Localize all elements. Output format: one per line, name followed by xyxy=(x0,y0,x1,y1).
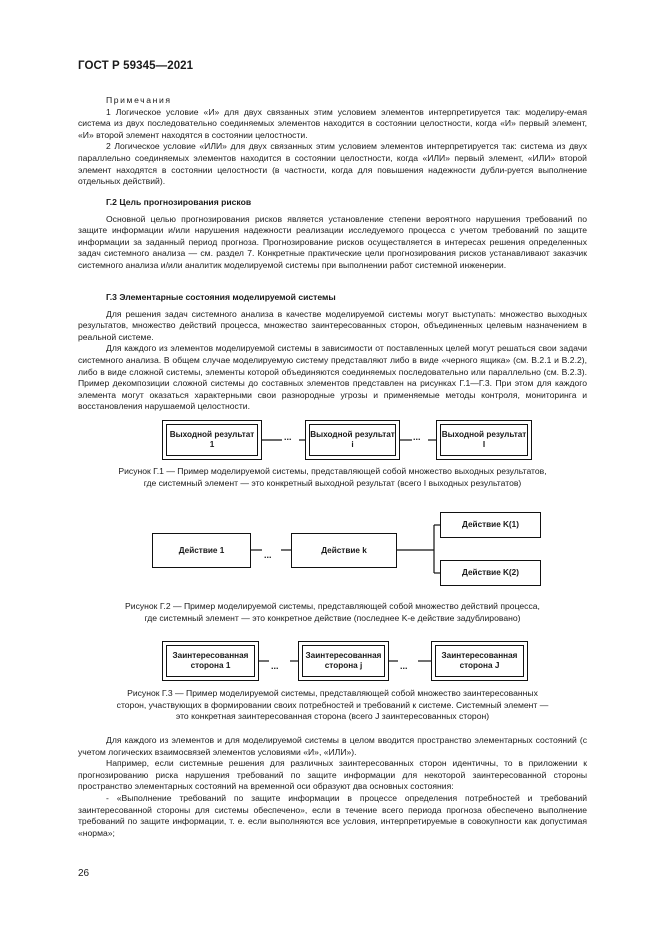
fig3-dots-1: ... xyxy=(271,661,279,671)
section-g3-paragraph-1: Для решения задач системного анализа в качестве моделируемой системы могут выступать: множество выходных результатов, множество действий процесса, множество заинтересованных сторон, объединенных целевым назначением в реальной системе. xyxy=(78,308,587,342)
section-g2-heading: Г.2 Цель прогнозирования рисков xyxy=(106,197,252,207)
note-2: 2 Логическое условие «ИЛИ» для двух связанных этим условием элементов интерпретируется так: система из двух параллельно соединяемых элементов находится в состоянии целостности, когда «ИЛИ» первый элемент, «ИЛИ» второй элемент находятся в состоянии целостности (в частности, когда для повышения надежности дубли-руется выполнение отдельных действий). xyxy=(78,141,587,187)
fig1-dots-1: ... xyxy=(284,432,292,442)
fig1-caption-line-2: где системный элемент — это конкретный выходной результат (всего I выходных результатов) xyxy=(143,477,522,488)
fig1-output-result-1: Выходной результат 1 xyxy=(162,420,262,460)
fig1-caption xyxy=(78,466,587,489)
paragraph-elementary-states: Для каждого из элементов и для моделируемой системы в целом вводится пространство элементарных состояний (с учетом логических взаимосвязей элементов условиями «И», «ИЛИ»). xyxy=(78,735,587,757)
fig2-action-K2: Действие K(2) xyxy=(440,560,541,586)
fig3-caption-line-1: Рисунок Г.3 — Пример моделируемой системы, представляющей собой множество заинтересованных xyxy=(127,688,538,698)
section-g2-text: Основной целью прогнозирования рисков является установление степени вероятного нарушения требований по защите информации и/или нарушения надежности реализации исследуемого процесса с учетом требований по защите информации за заданный период прогноза. Прогнозирование рисков осуществляется в интересах решения определенных задач системного анализа — см. раздел 7. Конкретные практические цели прогнозирования рисков устанавливают заказчик системного анализа и/или аналитик моделируемой системы при выполнении работ системной инженерии. xyxy=(78,213,587,270)
note-1: 1 Логическое условие «И» для двух связанных этим условием элементов интерпретируется так: моделиру-емая система из двух последовательно соединяемых элементов находится в состоянии целостности, когда «И» первый элемент, «И» второй элемент находятся в состоянии целостности. xyxy=(78,106,587,140)
fig3-dots-2: ... xyxy=(400,661,408,671)
fig1-caption-line-1: Рисунок Г.1 — Пример моделируемой системы, представляющей собой множество выходных результатов, xyxy=(118,466,547,476)
page-number: 26 xyxy=(78,868,90,879)
fig2-action-1: Действие 1 xyxy=(152,533,251,568)
fig2-caption xyxy=(78,601,587,624)
section-g3-heading: Г.3 Элементарные состояния моделируемой системы xyxy=(106,292,336,302)
fig3-caption-line-3: это конкретная заинтересованная сторона (всего J заинтересованных сторон) xyxy=(175,711,490,722)
fig1-output-result-I: Выходной результат I xyxy=(436,420,532,460)
fig3-stakeholder-1: Заинтересованная сторона 1 xyxy=(162,641,259,681)
document-header: ГОСТ Р 59345—2021 xyxy=(78,60,194,72)
fig2-action-K1: Действие K(1) xyxy=(440,512,541,538)
fig2-dots: ... xyxy=(264,550,272,560)
section-g3-paragraph-2: Для каждого из элементов моделируемой системы в зависимости от поставленных целей могут решаться свои задачи системного анализа. В общем случае моделируемую систему представляют либо в виде «черного ящика» (см. В.2.1 и В.2.2), либо в виде сложной системы, элементы которой объединяются соединяемых последовательно или параллельно (см. В.2.3). Пример декомпозиции сложной системы до составных элементов представлен на рисунках Г.1—Г.3. При этом для каждого элемента могут оказаться характерными свои разнородные угрозы и применяемые методы контроля, мониторинга и восстановления нарушаемой целостности. xyxy=(78,343,587,412)
fig2-caption-line-2: где системный элемент — это конкретное действие (последнее K-е действие задублировано) xyxy=(144,612,521,623)
fig3-caption xyxy=(78,688,587,723)
section-after-figures xyxy=(78,735,587,839)
fig1-dots-2: ... xyxy=(413,432,421,442)
fig1-output-result-i: Выходной результат i xyxy=(305,420,400,460)
fig2-caption-line-1: Рисунок Г.2 — Пример моделируемой системы, представляющей собой множество действий процесса, xyxy=(125,601,540,611)
notes-title: Примечания xyxy=(106,95,172,105)
fig3-stakeholder-J: Заинтересованная сторона J xyxy=(431,641,528,681)
fig3-caption-line-2: сторон, участвующих в формировании своих потребностей и требований к системе. Системный элемент — xyxy=(116,699,549,710)
fig2-action-k: Действие k xyxy=(291,533,397,568)
paragraph-requirement-state: - «Выполнение требований по защите информации в процессе определения потребностей и требований заинтересованной стороны для системы обеспечено», если в течение всего периода прогноза обеспечено выполнение требований по защите информации, т. е. если выполняются все условия, интерпретируемые в совокупности как допустимая «норма»; xyxy=(78,792,587,838)
fig3-stakeholder-j: Заинтересованная сторона j xyxy=(298,641,389,681)
paragraph-example: Например, если системные решения для различных заинтересованных сторон идентичны, то в приложении к прогнозированию риска нарушения требований по защите информации для некоторой заинтересованной стороны пространство элементарных состояний на временной оси образуют два основных состояния: xyxy=(78,758,587,792)
